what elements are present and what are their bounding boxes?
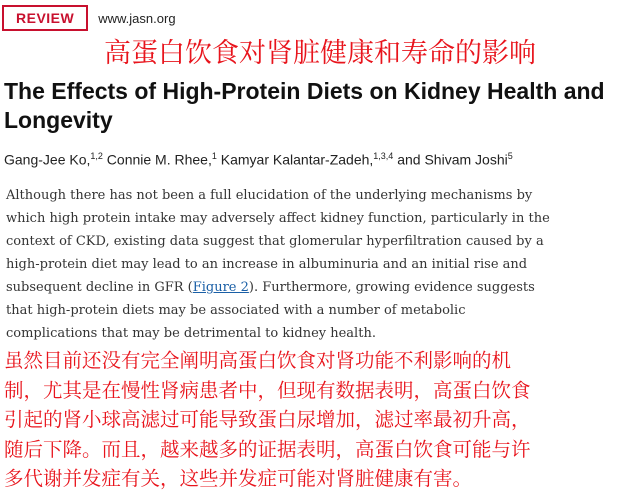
translation-line: 虽然目前还没有完全阐明高蛋白饮食对肾功能不利影响的机	[4, 349, 512, 372]
excerpt-line: complications that may be detrimental to kidney health.	[6, 326, 376, 341]
author-affiliation: 5	[507, 151, 513, 161]
excerpt-line: context of CKD, existing data suggest that glomerular hyperfiltration caused by a	[6, 234, 544, 249]
excerpt-line: Although there has not been a full elucidation of the underlying mechanisms by	[6, 188, 533, 203]
excerpt-text: ). Furthermore, growing evidence suggests	[248, 280, 535, 295]
journal-url[interactable]: www.jasn.org	[98, 10, 176, 26]
figure-2-link[interactable]: Figure 2	[192, 280, 249, 295]
title-line: Longevity	[4, 107, 113, 133]
english-excerpt	[6, 184, 636, 345]
translation-line: 制，尤其是在慢性肾病患者中，但现有数据表明，高蛋白饮食	[4, 378, 531, 402]
excerpt-line: which high protein intake may adversely affect kidney function, particularly in the	[6, 211, 550, 226]
author-affiliation: 1,3,4	[373, 151, 394, 161]
article-title	[4, 77, 640, 135]
excerpt-line	[6, 276, 636, 299]
author-name: Gang-Jee Ko,	[4, 151, 91, 168]
chinese-title: 高蛋白饮食对肾脏健康和寿命的影响	[104, 38, 536, 69]
excerpt-line: high-protein diet may lead to an increase in albuminuria and an initial rise and	[6, 257, 528, 272]
author-name: Connie M. Rhee,	[106, 151, 212, 168]
translation-line: 多代谢并发症有关，这些并发症可能对肾脏健康有害。	[4, 467, 473, 490]
title-line: The Effects of High-Protein Diets on Kidney Health and	[4, 78, 605, 104]
chinese-translation	[4, 346, 638, 494]
excerpt-line: that high-protein diets may be associated with a number of metabolic	[6, 303, 466, 318]
author-name: and Shivam Joshi	[397, 151, 508, 168]
author-name: Kamyar Kalantar-Zadeh,	[220, 151, 374, 168]
author-affiliation: 1,2	[90, 151, 103, 161]
review-badge: REVIEW	[2, 5, 88, 31]
author-affiliation: 1	[211, 151, 217, 161]
translation-line: 随后下降。而且，越来越多的证据表明，高蛋白饮食可能与许	[4, 437, 531, 461]
excerpt-text: subsequent decline in GFR (	[6, 280, 193, 295]
translation-line: 引起的肾小球高滤过可能导致蛋白尿增加，滤过率最初升高，	[4, 408, 531, 431]
author-list	[4, 151, 640, 168]
journal-header	[2, 5, 176, 31]
